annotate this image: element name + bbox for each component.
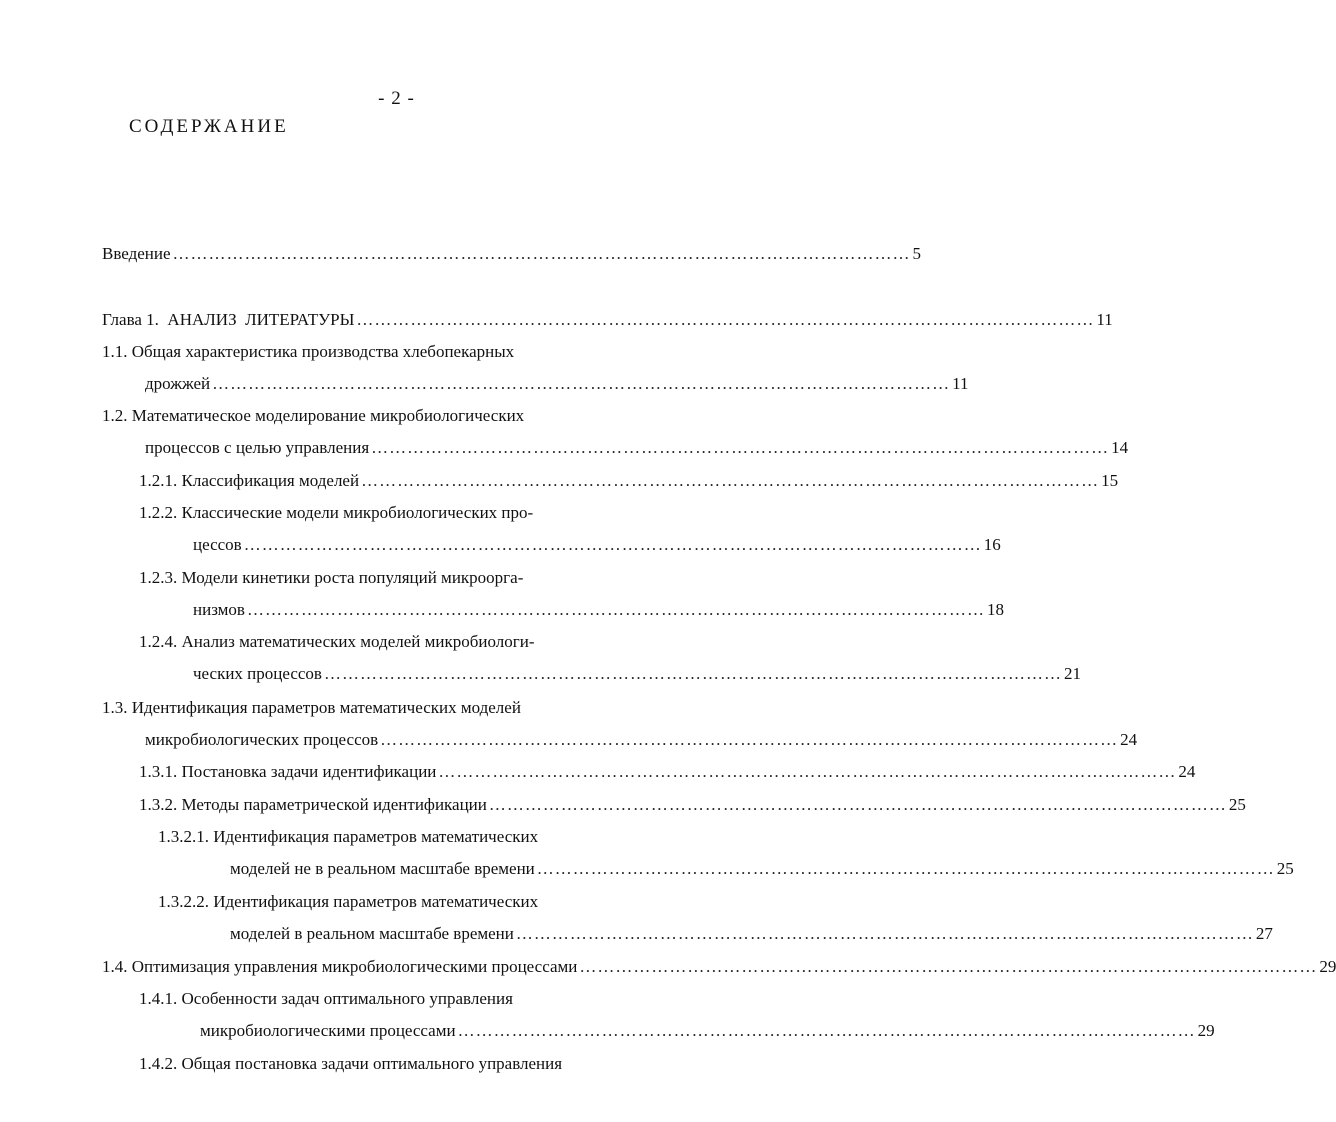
toc-entry-1-4-2: 1.4.2. Общая постановка задачи оптимального управления <box>139 1054 563 1073</box>
toc-entry-text: ческих процессов <box>193 664 322 683</box>
toc-leader-dots: …………………………………………………………………………………………………………… <box>371 438 1110 457</box>
toc-entry-text: 1.3.2. Методы параметрической идентификации <box>139 795 487 814</box>
toc-leader-dots: …………………………………………………………………………………………………………… <box>243 535 982 554</box>
toc-entry-text: процессов с целью управления <box>145 438 370 457</box>
toc-title: СОДЕРЖАНИЕ <box>129 116 289 137</box>
toc-page-number: 16 <box>983 535 1001 554</box>
toc-page-number: 25 <box>1228 795 1246 814</box>
toc-entry-text: цессов <box>193 535 242 554</box>
toc-entry-intro <box>102 244 922 268</box>
toc-entry-text: микробиологическими процессами <box>200 1021 456 1040</box>
toc-entry-1-3-cont <box>145 730 1138 754</box>
toc-page-number: 15 <box>1101 471 1119 490</box>
toc-leader-dots: …………………………………………………………………………………………………………… <box>579 957 1318 976</box>
toc-entry-1-2-cont <box>145 438 1129 462</box>
toc-entry-1-2-4: 1.2.4. Анализ математических моделей микробиологи- <box>139 632 535 651</box>
toc-leader-dots: …………………………………………………………………………………………………………… <box>361 471 1100 490</box>
toc-entry-1-2-3-cont <box>193 600 1004 624</box>
toc-entry-1-2-2-cont <box>193 535 1001 559</box>
toc-entry-1-3-2-2: 1.3.2.2. Идентификация параметров математических <box>158 892 539 911</box>
toc-entry-1-3: 1.3. Идентификация параметров математических моделей <box>102 698 521 717</box>
toc-leader-dots: …………………………………………………………………………………………………………… <box>323 664 1062 683</box>
toc-page-number: 5 <box>912 244 922 263</box>
toc-entry-text: 1.4. Оптимизация управления микробиологическими процессами <box>102 957 578 976</box>
toc-page-number: 25 <box>1276 859 1294 878</box>
toc-entry-text: 1.2.1. Классификация моделей <box>139 471 360 490</box>
toc-entry-1-4 <box>102 957 1336 981</box>
toc-page-number: 11 <box>1096 310 1113 329</box>
toc-leader-dots: …………………………………………………………………………………………………………… <box>356 310 1095 329</box>
page-number: - 2 - <box>378 88 415 109</box>
toc-entry-1-2-4-cont <box>193 664 1081 688</box>
toc-entry-1-2-1 <box>139 471 1119 495</box>
toc-entry-1-4-1: 1.4.1. Особенности задач оптимального управления <box>139 989 513 1008</box>
toc-entry-text: Введение <box>102 244 171 263</box>
toc-page-number: 24 <box>1178 762 1196 781</box>
toc-entry-chapter-1 <box>102 310 1113 334</box>
toc-entry-1-3-2-2-cont <box>230 924 1273 948</box>
toc-leader-dots: …………………………………………………………………………………………………………… <box>488 795 1227 814</box>
toc-entry-text: микробиологических процессов <box>145 730 379 749</box>
toc-leader-dots: …………………………………………………………………………………………………………… <box>438 762 1177 781</box>
toc-page-number: 18 <box>986 600 1004 619</box>
toc-page-number: 27 <box>1255 924 1273 943</box>
toc-entry-1-4-1-cont <box>200 1021 1215 1045</box>
toc-entry-text: моделей не в реальном масштабе времени <box>230 859 535 878</box>
toc-leader-dots: …………………………………………………………………………………………………………… <box>457 1021 1196 1040</box>
toc-entry-1-2-3: 1.2.3. Модели кинетики роста популяций микроорга- <box>139 568 524 587</box>
toc-entry-1-3-2-1-cont <box>230 859 1294 883</box>
toc-leader-dots: …………………………………………………………………………………………………………… <box>212 374 951 393</box>
toc-leader-dots: …………………………………………………………………………………………………………… <box>380 730 1119 749</box>
toc-entry-text: моделей в реальном масштабе времени <box>230 924 514 943</box>
toc-entry-text: дрожжей <box>145 374 211 393</box>
toc-page-number: 14 <box>1111 438 1129 457</box>
toc-leader-dots: …………………………………………………………………………………………………………… <box>515 924 1254 943</box>
toc-entry-text: 1.3.1. Постановка задачи идентификации <box>139 762 437 781</box>
toc-entry-1-1: 1.1. Общая характеристика производства хлебопекарных <box>102 342 515 361</box>
toc-entry-1-3-2-1: 1.3.2.1. Идентификация параметров математических <box>158 827 539 846</box>
toc-entry-text: Глава 1. АНАЛИЗ ЛИТЕРАТУРЫ <box>102 310 355 329</box>
toc-page-number: 21 <box>1063 664 1081 683</box>
toc-page-number: 29 <box>1319 957 1336 976</box>
toc-entry-text: низмов <box>193 600 245 619</box>
toc-leader-dots: …………………………………………………………………………………………………………… <box>172 244 911 263</box>
toc-leader-dots: …………………………………………………………………………………………………………… <box>246 600 985 619</box>
toc-entry-1-3-1 <box>139 762 1196 786</box>
toc-page-number: 29 <box>1197 1021 1215 1040</box>
toc-leader-dots: …………………………………………………………………………………………………………… <box>536 859 1275 878</box>
toc-entry-1-2-2: 1.2.2. Классические модели микробиологических про- <box>139 503 534 522</box>
toc-entry-1-3-2 <box>139 795 1246 819</box>
toc-entry-1-2: 1.2. Математическое моделирование микробиологических <box>102 406 525 425</box>
toc-page-number: 11 <box>952 374 969 393</box>
toc-page-number: 24 <box>1120 730 1138 749</box>
toc-entry-1-1-cont <box>145 374 969 398</box>
